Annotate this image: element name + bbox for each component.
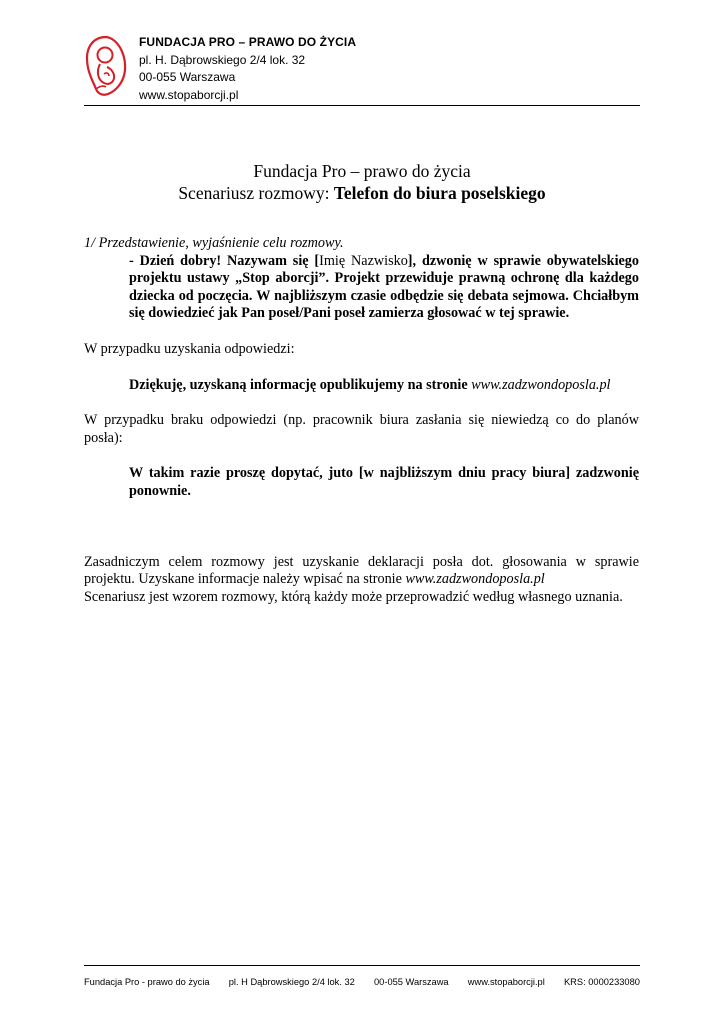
answer-reply-link[interactable]: www.zadzwondoposla.pl	[471, 376, 611, 393]
greeting-bold-a: - Dzień dobry! Nazywam się [	[129, 252, 320, 269]
answer-case-intro: W przypadku uzyskania odpowiedzi:	[84, 340, 295, 357]
title-prefix: Scenariusz rozmowy:	[178, 183, 334, 203]
no-answer-case-intro: W przypadku braku odpowiedzi (np. pracownik biura zasłania się niewiedzą co do planów posła):	[84, 412, 639, 446]
header-divider	[84, 105, 640, 106]
section-heading: 1/ Przedstawienie, wyjaśnienie celu rozmowy.	[84, 235, 344, 251]
letterhead	[139, 34, 356, 104]
title-line-2	[84, 182, 640, 204]
closing-link[interactable]: www.zadzwondoposla.pl	[405, 571, 545, 588]
greeting-script	[129, 253, 639, 323]
footer-website: www.stopaborcji.pl	[467, 977, 545, 987]
spacer	[84, 323, 639, 341]
no-answer-case-reply: W takim razie proszę dopytać, juto [w najbliższym dniu pracy biura] zadzwonię ponownie.	[129, 465, 639, 499]
fetus-logo-icon	[84, 34, 128, 98]
footer-city: 00-055 Warszawa	[374, 977, 449, 987]
greeting-placeholder: Imię Nazwisko	[319, 252, 408, 269]
footer-address: pl. H Dąbrowskiego 2/4 lok. 32	[228, 977, 355, 987]
title-line-1: Fundacja Pro – prawo do życia	[253, 161, 471, 181]
document-body	[84, 235, 639, 606]
greeting-bold-b: ], dzwonię w sprawie obywatelskiego projektu ustawy „Stop aborcji”. Projekt przewiduje prawną ochronę dla każdego dziecka od poczęcia. W najbliższym czasie odbędzie się debata sejmowa. Chciałbym się dowiedzieć jak Pan poseł/Pani poseł zamierza głosować w tej sprawie.	[129, 252, 639, 322]
title-subject: Telefon do biura poselskiego	[333, 183, 546, 203]
spacer	[84, 359, 639, 377]
spacer	[84, 501, 639, 554]
answer-reply-text: Dziękuję, uzyskaną informację opublikujemy na stronie	[129, 376, 472, 393]
letterhead-website: www.stopaborcji.pl	[139, 87, 239, 102]
closing-text: Zasadniczym celem rozmowy jest uzyskanie deklaracji posła dot. głosowania w sprawie projektu. Uzyskane informacje należy wpisać na stronie	[84, 553, 639, 588]
footer-divider	[84, 965, 640, 966]
letterhead-city: 00-055 Warszawa	[139, 70, 236, 84]
letterhead-address: pl. H. Dąbrowskiego 2/4 lok. 32	[139, 52, 306, 67]
closing-paragraph-2: Scenariusz jest wzorem rozmowy, którą każdy może przeprowadzić według własnego uznania.	[84, 588, 623, 605]
spacer	[84, 447, 639, 465]
closing-paragraph-1	[84, 554, 639, 589]
answer-case-reply	[129, 377, 639, 395]
spacer	[84, 394, 639, 412]
document-title	[84, 160, 640, 204]
footer-krs: KRS: 0000233080	[563, 977, 640, 987]
footer-org: Fundacja Pro - prawo do życia	[84, 977, 210, 987]
footer	[84, 977, 640, 987]
letterhead-org-name: FUNDACJA PRO – PRAWO DO ŻYCIA	[139, 35, 357, 49]
